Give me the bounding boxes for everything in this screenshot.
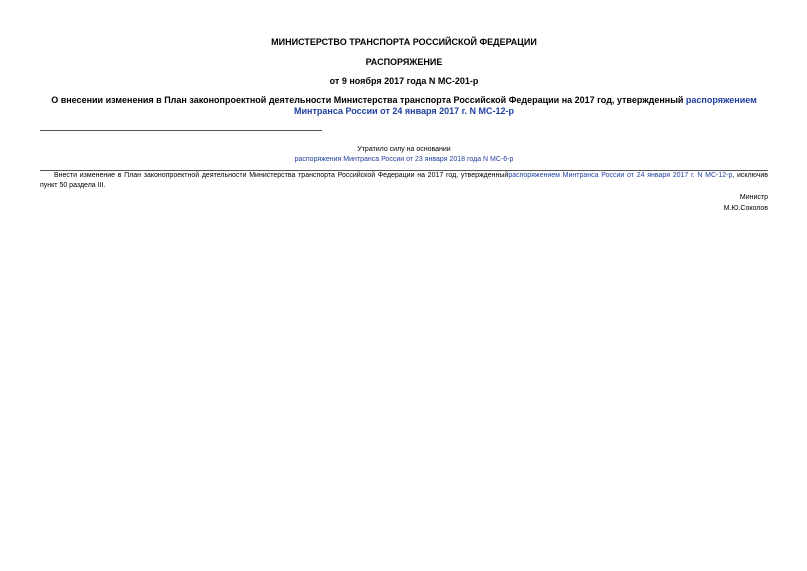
separator-line-short xyxy=(40,130,322,131)
lost-force-reference-link[interactable]: распоряжения Минтранса России от 23 января 2018 года N МС-6-р xyxy=(294,156,514,163)
signature-position: Министр xyxy=(739,194,768,201)
document-number: от 9 ноября 2017 года N МС-201-р xyxy=(329,76,479,86)
lost-force-label: Утратило силу на основании xyxy=(357,146,451,153)
subject-reference-link[interactable]: распоряжением Минтранса России от 24 января 2017 г. N МС-12-р xyxy=(294,95,757,116)
document-subject xyxy=(40,95,768,117)
subject-text: О внесении изменения в План законопроектной деятельности Министерства транспорта Российской Федерации на 2017 год, утвержденный xyxy=(51,95,686,105)
body-text-ending: , исключив пункт 50 раздела III. xyxy=(40,172,769,189)
lost-force-line xyxy=(40,155,768,164)
ministry-title: МИНИСТЕРСТВО ТРАНСПОРТА РОССИЙСКОЙ ФЕДЕРАЦИИ xyxy=(271,37,537,47)
document-body-paragraph xyxy=(40,171,768,191)
document-type: РАСПОРЯЖЕНИЕ xyxy=(365,57,443,67)
body-text: Внести изменение в План законопроектной деятельности Министерства транспорта Российской Федерации на 2017 год, утвержденный xyxy=(54,172,509,179)
signature-name: М.Ю.Соколов xyxy=(723,205,768,212)
body-reference-link[interactable]: распоряжением Минтранса России от 24 января 2017 г. N МС-12-р xyxy=(508,172,733,179)
